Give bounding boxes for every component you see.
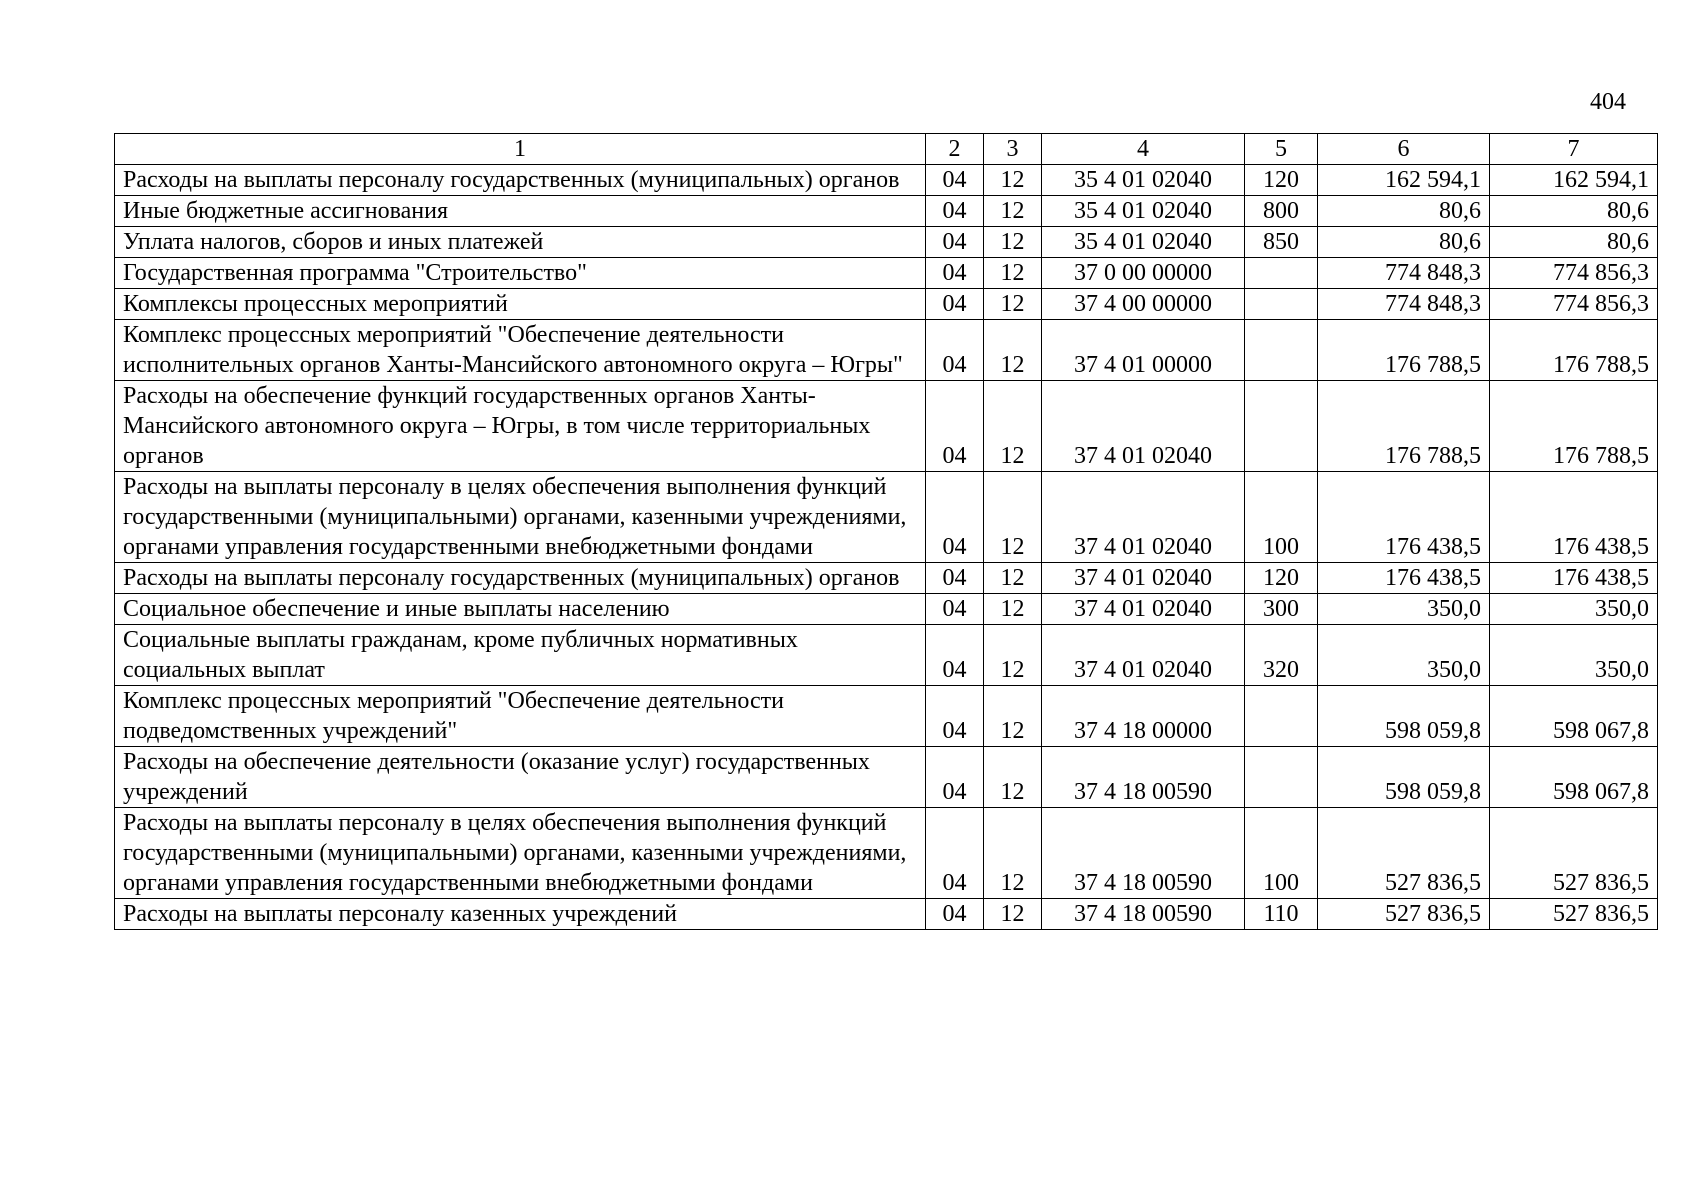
subsection-cell: 12 bbox=[984, 625, 1042, 686]
amount-cell: 176 438,5 bbox=[1490, 472, 1658, 563]
target-article-cell: 35 4 01 02040 bbox=[1042, 165, 1245, 196]
table-row bbox=[115, 594, 1658, 625]
row-name-cell: Социальное обеспечение и иные выплаты населению bbox=[115, 594, 926, 625]
expense-type-cell bbox=[1245, 686, 1318, 747]
row-name-cell: Комплекс процессных мероприятий "Обеспечение деятельности подведомственных учреждений" bbox=[115, 686, 926, 747]
target-article-cell: 37 4 18 00590 bbox=[1042, 899, 1245, 930]
row-name-cell: Расходы на выплаты персоналу государственных (муниципальных) органов bbox=[115, 563, 926, 594]
target-article-cell: 37 4 01 02040 bbox=[1042, 472, 1245, 563]
row-name-cell: Комплексы процессных мероприятий bbox=[115, 289, 926, 320]
amount-cell: 527 836,5 bbox=[1490, 808, 1658, 899]
target-article-cell: 37 4 01 02040 bbox=[1042, 594, 1245, 625]
subsection-cell: 12 bbox=[984, 472, 1042, 563]
expense-type-cell: 300 bbox=[1245, 594, 1318, 625]
header-cell: 3 bbox=[984, 134, 1042, 165]
section-cell: 04 bbox=[926, 808, 984, 899]
amount-cell: 774 848,3 bbox=[1318, 289, 1490, 320]
subsection-cell: 12 bbox=[984, 320, 1042, 381]
header-cell: 5 bbox=[1245, 134, 1318, 165]
amount-cell: 80,6 bbox=[1318, 227, 1490, 258]
subsection-cell: 12 bbox=[984, 381, 1042, 472]
section-cell: 04 bbox=[926, 686, 984, 747]
expense-type-cell bbox=[1245, 381, 1318, 472]
table-row bbox=[115, 196, 1658, 227]
amount-cell: 176 788,5 bbox=[1490, 381, 1658, 472]
target-article-cell: 37 4 01 02040 bbox=[1042, 381, 1245, 472]
header-cell: 1 bbox=[115, 134, 926, 165]
subsection-cell: 12 bbox=[984, 258, 1042, 289]
section-cell: 04 bbox=[926, 196, 984, 227]
amount-cell: 527 836,5 bbox=[1490, 899, 1658, 930]
table-row bbox=[115, 165, 1658, 196]
target-article-cell: 37 4 01 02040 bbox=[1042, 563, 1245, 594]
amount-cell: 527 836,5 bbox=[1318, 899, 1490, 930]
table-row bbox=[115, 747, 1658, 808]
row-name-cell: Социальные выплаты гражданам, кроме публичных нормативных социальных выплат bbox=[115, 625, 926, 686]
row-name-cell: Расходы на выплаты персоналу в целях обеспечения выполнения функций государственными (муниципальными) органами, казенными учреждениями, органами управления государственными внебюджетными фондами bbox=[115, 808, 926, 899]
section-cell: 04 bbox=[926, 625, 984, 686]
table-row bbox=[115, 899, 1658, 930]
header-row bbox=[115, 134, 1658, 165]
target-article-cell: 35 4 01 02040 bbox=[1042, 227, 1245, 258]
table-row bbox=[115, 563, 1658, 594]
expense-type-cell: 120 bbox=[1245, 563, 1318, 594]
amount-cell: 176 438,5 bbox=[1318, 563, 1490, 594]
expense-type-cell: 800 bbox=[1245, 196, 1318, 227]
amount-cell: 350,0 bbox=[1318, 625, 1490, 686]
amount-cell: 176 788,5 bbox=[1318, 381, 1490, 472]
expense-type-cell: 320 bbox=[1245, 625, 1318, 686]
expense-type-cell: 100 bbox=[1245, 472, 1318, 563]
section-cell: 04 bbox=[926, 289, 984, 320]
expense-type-cell bbox=[1245, 747, 1318, 808]
target-article-cell: 37 4 18 00590 bbox=[1042, 808, 1245, 899]
amount-cell: 162 594,1 bbox=[1318, 165, 1490, 196]
table-row bbox=[115, 472, 1658, 563]
target-article-cell: 37 0 00 00000 bbox=[1042, 258, 1245, 289]
section-cell: 04 bbox=[926, 381, 984, 472]
amount-cell: 598 067,8 bbox=[1490, 747, 1658, 808]
row-name-cell: Расходы на обеспечение деятельности (оказание услуг) государственных учреждений bbox=[115, 747, 926, 808]
expense-type-cell: 850 bbox=[1245, 227, 1318, 258]
expense-type-cell: 110 bbox=[1245, 899, 1318, 930]
expense-type-cell bbox=[1245, 320, 1318, 381]
amount-cell: 774 856,3 bbox=[1490, 258, 1658, 289]
amount-cell: 527 836,5 bbox=[1318, 808, 1490, 899]
amount-cell: 774 848,3 bbox=[1318, 258, 1490, 289]
section-cell: 04 bbox=[926, 899, 984, 930]
header-cell: 4 bbox=[1042, 134, 1245, 165]
amount-cell: 176 788,5 bbox=[1490, 320, 1658, 381]
amount-cell: 598 059,8 bbox=[1318, 747, 1490, 808]
target-article-cell: 37 4 01 02040 bbox=[1042, 625, 1245, 686]
section-cell: 04 bbox=[926, 747, 984, 808]
amount-cell: 176 788,5 bbox=[1318, 320, 1490, 381]
subsection-cell: 12 bbox=[984, 165, 1042, 196]
table-row bbox=[115, 320, 1658, 381]
amount-cell: 598 067,8 bbox=[1490, 686, 1658, 747]
target-article-cell: 37 4 18 00000 bbox=[1042, 686, 1245, 747]
subsection-cell: 12 bbox=[984, 747, 1042, 808]
header-cell: 6 bbox=[1318, 134, 1490, 165]
row-name-cell: Расходы на выплаты персоналу государственных (муниципальных) органов bbox=[115, 165, 926, 196]
section-cell: 04 bbox=[926, 227, 984, 258]
table-row bbox=[115, 808, 1658, 899]
table-row bbox=[115, 381, 1658, 472]
row-name-cell: Государственная программа "Строительство" bbox=[115, 258, 926, 289]
subsection-cell: 12 bbox=[984, 196, 1042, 227]
section-cell: 04 bbox=[926, 563, 984, 594]
amount-cell: 176 438,5 bbox=[1490, 563, 1658, 594]
section-cell: 04 bbox=[926, 594, 984, 625]
amount-cell: 176 438,5 bbox=[1318, 472, 1490, 563]
target-article-cell: 37 4 00 00000 bbox=[1042, 289, 1245, 320]
amount-cell: 162 594,1 bbox=[1490, 165, 1658, 196]
table-row bbox=[115, 258, 1658, 289]
row-name-cell: Расходы на выплаты персоналу казенных учреждений bbox=[115, 899, 926, 930]
subsection-cell: 12 bbox=[984, 808, 1042, 899]
row-name-cell: Иные бюджетные ассигнования bbox=[115, 196, 926, 227]
subsection-cell: 12 bbox=[984, 289, 1042, 320]
section-cell: 04 bbox=[926, 320, 984, 381]
expense-type-cell bbox=[1245, 258, 1318, 289]
header-cell: 2 bbox=[926, 134, 984, 165]
expense-type-cell: 100 bbox=[1245, 808, 1318, 899]
section-cell: 04 bbox=[926, 472, 984, 563]
amount-cell: 598 059,8 bbox=[1318, 686, 1490, 747]
subsection-cell: 12 bbox=[984, 686, 1042, 747]
row-name-cell: Расходы на обеспечение функций государственных органов Ханты-Мансийского автономного округа – Югры, в том числе территориальных органов bbox=[115, 381, 926, 472]
expense-type-cell bbox=[1245, 289, 1318, 320]
target-article-cell: 35 4 01 02040 bbox=[1042, 196, 1245, 227]
budget-table bbox=[114, 133, 1658, 930]
row-name-cell: Расходы на выплаты персоналу в целях обеспечения выполнения функций государственными (муниципальными) органами, казенными учреждениями, органами управления государственными внебюджетными фондами bbox=[115, 472, 926, 563]
target-article-cell: 37 4 01 00000 bbox=[1042, 320, 1245, 381]
subsection-cell: 12 bbox=[984, 899, 1042, 930]
amount-cell: 80,6 bbox=[1490, 227, 1658, 258]
amount-cell: 774 856,3 bbox=[1490, 289, 1658, 320]
subsection-cell: 12 bbox=[984, 227, 1042, 258]
header-cell: 7 bbox=[1490, 134, 1658, 165]
table-row bbox=[115, 227, 1658, 258]
page-number: 404 bbox=[1590, 89, 1626, 115]
table-row bbox=[115, 289, 1658, 320]
amount-cell: 350,0 bbox=[1318, 594, 1490, 625]
subsection-cell: 12 bbox=[984, 563, 1042, 594]
amount-cell: 350,0 bbox=[1490, 594, 1658, 625]
row-name-cell: Уплата налогов, сборов и иных платежей bbox=[115, 227, 926, 258]
table-row bbox=[115, 625, 1658, 686]
table-row bbox=[115, 686, 1658, 747]
row-name-cell: Комплекс процессных мероприятий "Обеспечение деятельности исполнительных органов Ханты-Мансийского автономного округа – Югры" bbox=[115, 320, 926, 381]
section-cell: 04 bbox=[926, 165, 984, 196]
target-article-cell: 37 4 18 00590 bbox=[1042, 747, 1245, 808]
amount-cell: 80,6 bbox=[1318, 196, 1490, 227]
amount-cell: 80,6 bbox=[1490, 196, 1658, 227]
amount-cell: 350,0 bbox=[1490, 625, 1658, 686]
subsection-cell: 12 bbox=[984, 594, 1042, 625]
expense-type-cell: 120 bbox=[1245, 165, 1318, 196]
section-cell: 04 bbox=[926, 258, 984, 289]
